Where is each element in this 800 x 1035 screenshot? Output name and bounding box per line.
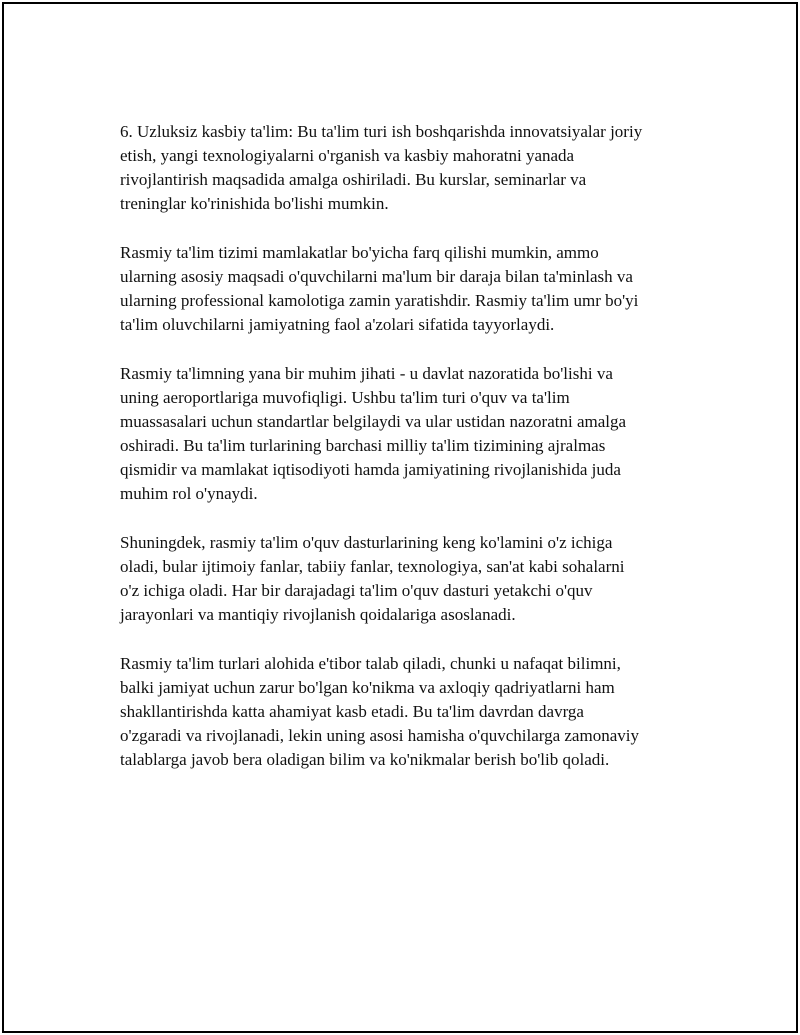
document-page: [2, 2, 798, 1033]
paragraph-formal-education-system: Rasmiy ta'lim tizimi mamlakatlar bo'yicha farq qilishi mumkin, ammo ularning asosiy maqsadi o'quvchilarni ma'lum bir daraja bilan ta'minlash va ularning professional kamolotiga zamin yaratishdir. Rasmiy ta'lim umr bo'yi ta'lim oluvchilarni jamiyatning faol a'zolari sifatida tayyorlaydi.: [120, 243, 639, 334]
paragraph-continuing-education: 6. Uzluksiz kasbiy ta'lim: Bu ta'lim turi ish boshqarishda innovatsiyalar joriy etish, yangi texnologiyalarni o'rganish va kasbiy mahoratni yanada rivojlantirish maqsadida amalga oshiriladi. Bu kurslar, seminarlar va treninglar ko'rinishida bo'lishi mumkin.: [120, 122, 643, 213]
document-body: [120, 120, 720, 797]
paragraph-importance: Rasmiy ta'lim turlari alohida e'tibor talab qiladi, chunki u nafaqat bilimni, balki jamiyat uchun zarur bo'lgan ko'nikma va axloqiy qadriyatlarni ham shakllantirishda katta ahamiyat kasb etadi. Bu ta'lim davrdan davrga o'zgaradi va rivojlanadi, lekin uning asosi hamisha o'quvchilarga zamonaviy talablarga javob bera oladigan bilim va ko'nikmalar berish bo'lib qoladi.: [120, 654, 639, 769]
paragraph-curriculum-scope: Shuningdek, rasmiy ta'lim o'quv dasturlarining keng ko'lamini o'z ichiga oladi, bular ijtimoiy fanlar, tabiiy fanlar, texnologiya, san'at kabi sohalarni o'z ichiga oladi. Har bir darajadagi ta'lim o'quv dasturi yetakchi o'quv jarayonlari va mantiqiy rivojlanish qoidalariga asoslanadi.: [120, 533, 625, 624]
paragraph-state-control: Rasmiy ta'limning yana bir muhim jihati - u davlat nazoratida bo'lishi va uning aeroportlariga muvofiqligi. Ushbu ta'lim turi o'quv va ta'lim muassasalari uchun standartlar belgilaydi va ular ustidan nazoratni amalga oshiradi. Bu ta'lim turlarining barchasi milliy ta'lim tizimining ajralmas qismidir va mamlakat iqtisodiyoti hamda jamiyatining rivojlanishida juda muhim rol o'ynaydi.: [120, 364, 627, 503]
